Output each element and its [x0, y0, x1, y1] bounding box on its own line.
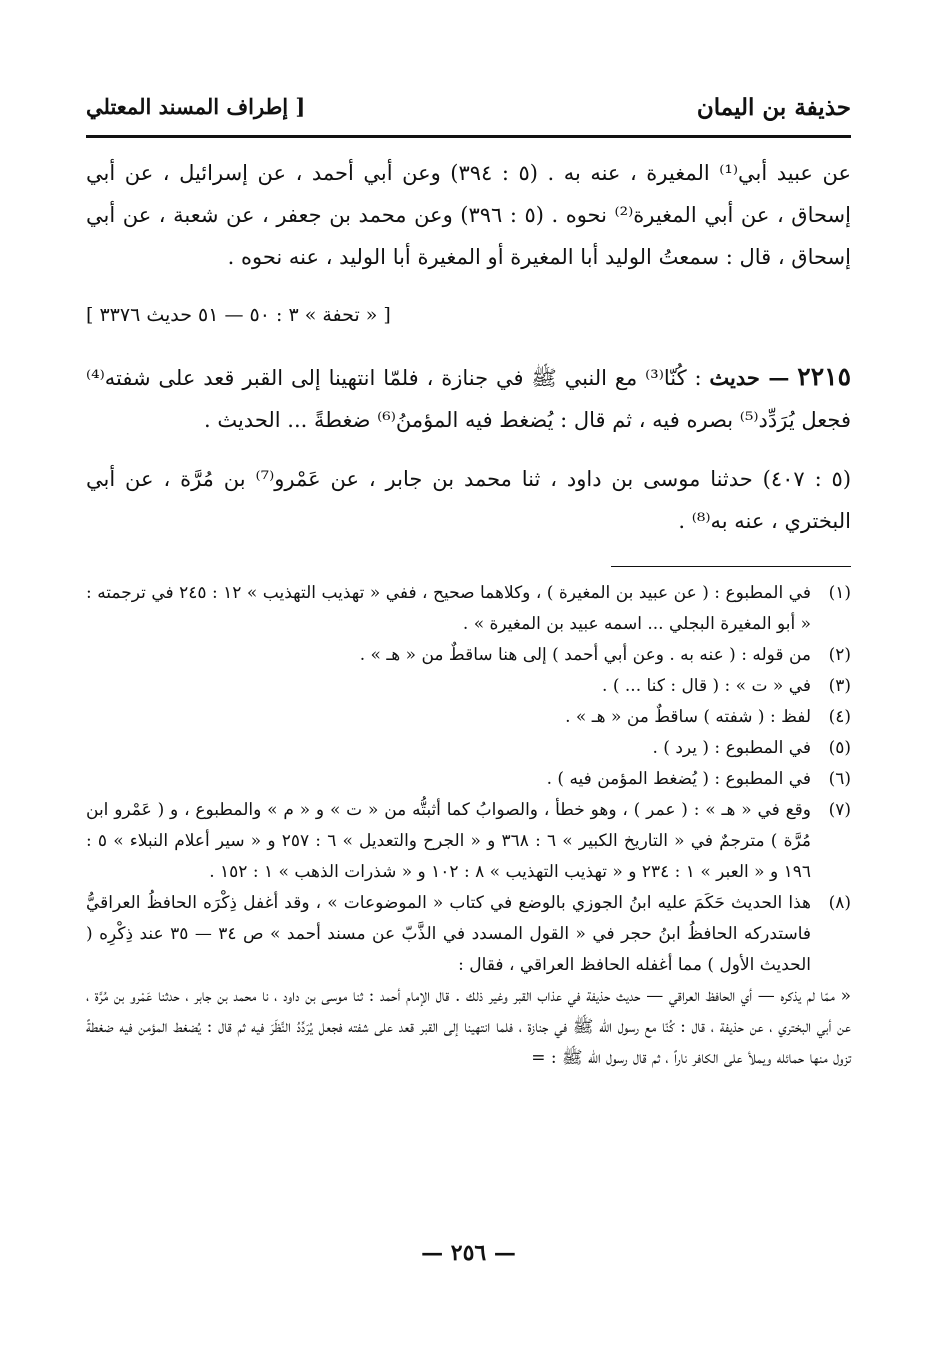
running-head — [86, 84, 851, 134]
footnote-text: وقع في « هـ » : ( عمر ) ، وهو خطأ ، والصوابُ كما أثبتُّه من « ت » و « م » والمطبوع ، و ( عَمْرو ابن مُرَّة ) مترجمٌ في « التاريخ الكبير » ٦ : ٣٦٨ و « الجرح والتعديل » ٦ : ٢٥٧ و « سير أعلام النبلاء » ٥ : ١٩٦ و « العبر » ١ : ٢٣٤ و « تهذيب التهذيب » ٨ : ١٠٢ و « شذرات الذهب » ١ : ١٥٢ . — [86, 800, 811, 882]
chapter-title: حذيفة بن اليمان — [696, 94, 851, 121]
book-title: [ إطراف المسند المعتلي — [86, 94, 306, 119]
footnote-mark: (٧) — [828, 800, 851, 820]
footnote-text: هذا الحديث حَكَمَ عليه ابنُ الجوزي بالوضع في كتاب « الموضوعات » ، وقد أغفل ذِكْرَه الحافظُ العراقيُّ فاستدركه الحافظُ ابنُ حجر في « القول المسدد في الذَّبّ عن مسند أحمد » ص ٣٤ — ٣٥ عند ذِكْرِه ( الحديث الأول ) مما أغفله الحافظ العراقي ، فقال : — [86, 893, 811, 975]
tuhfa-reference: [ « تحفة » ٣ : ٥٠ — ٥١ حديث ٣٣٧٦ ] — [86, 304, 391, 326]
footnote-1 — [86, 578, 851, 640]
footnote-mark: (٦) — [828, 769, 851, 789]
footnote-5 — [86, 733, 851, 764]
continuation-paragraph: عن عبيد أبي⁽¹⁾ المغيرة ، عنه به . (٥ : ٣٩٤) وعن أبي أحمد ، عن إسرائيل ، عن أبي إسحاق ، عن أبي المغيرة⁽²⁾ نحوه . (٥ : ٣٩٦) وعن محمد بن جعفر ، عن شعبة ، عن أبي إسحاق ، قال : سمعتُ الوليد أبا المغيرة أو المغيرة أبا الوليد ، عنه نحوه . — [86, 161, 851, 269]
hadith-label: حديث — [709, 365, 760, 390]
footnote-mark: (٣) — [828, 676, 851, 696]
footnote-mark: (١) — [828, 583, 851, 603]
footnote-text: في المطبوع : ( يُضغط المؤمن فيه ) . — [546, 769, 811, 789]
header-divider — [86, 135, 851, 138]
footnote-text: لفظ : ( شفته ) ساقطٌ من « هـ » . — [565, 707, 811, 727]
footnote-4 — [86, 702, 851, 733]
hadith-entry — [86, 356, 851, 441]
footnote-text: من قوله : ( عنه به . وعن أبي أحمد ) إلى هنا ساقطٌ من « هـ » . — [359, 645, 811, 665]
page-number: — ٢٥٦ — — [421, 1240, 516, 1266]
footnote-mark: (٤) — [828, 707, 851, 727]
footnote-2 — [86, 640, 851, 671]
footnote-7 — [86, 795, 851, 888]
footnote-8-quote: « ممّا لم يذكره — أي الحافظ العراقي — حديث حذيفة في عذاب القبر وغير ذلك . قال الإمام أحمد : ثنا موسى بن داود ، نا محمد بن جابر ، حدثنا عَمْرو بن مُرَّة ، عن أبي البختري ، عن حذيفة ، قال : كُنّا مع رسول الله ﷺ في جنازة ، فلما انتهينا إلى القبر قعد على شفته فجعل يُرَدِّدُ النَّظَرَ فيه ثم قال : يُضغط المؤمن فيه ضغطةً تزول منها حمائله ويملأ على الكافر ناراً ، ثم قال رسول الله ﷺ : = — [86, 986, 851, 1068]
footnote-text: في « ت » : ( قال : كنا ... ) . — [602, 676, 811, 696]
footnote-text: في المطبوع : ( عن عبيد بن المغيرة ) ، وكلاهما صحيح ، ففي « تهذيب التهذيب » ١٢ : ٢٤٥ في ترجمته : « أبو المغيرة البجلي ... اسمه عبيد بن المغيرة » . — [86, 583, 811, 634]
footnote-mark: (٥) — [828, 738, 851, 758]
footnote-3 — [86, 671, 851, 702]
hadith-label-dash: — — [759, 365, 790, 390]
hadith-number: ٢٢١٥ — [797, 362, 851, 391]
isnad-paragraph: (٥ : ٤٠٧) حدثنا موسى بن داود ، ثنا محمد بن جابر ، عن عَمْرو⁽⁷⁾ بن مُرَّة ، عن أبي البختري ، عنه به⁽⁸⁾ . — [86, 467, 852, 533]
hadith-text: : كُنّا⁽³⁾ مع النبي ﷺ في جنازة ، فلمّا انتهينا إلى القبر قعد على شفته⁽⁴⁾ فجعل يُرَدِّد⁽⁵⁾ بصره فيه ، ثم قال : يُضغط فيه المؤمنُ⁽⁶⁾ ضغطةً ... الحديث . — [86, 366, 851, 432]
footnote-text: في المطبوع : ( يرد ) . — [652, 738, 811, 758]
footnote-6 — [86, 764, 851, 795]
footnote-divider — [611, 566, 851, 567]
footnote-mark: (٢) — [828, 645, 851, 665]
footnotes — [86, 578, 851, 1074]
footnote-8 — [86, 888, 851, 981]
footnote-mark: (٨) — [828, 893, 851, 913]
